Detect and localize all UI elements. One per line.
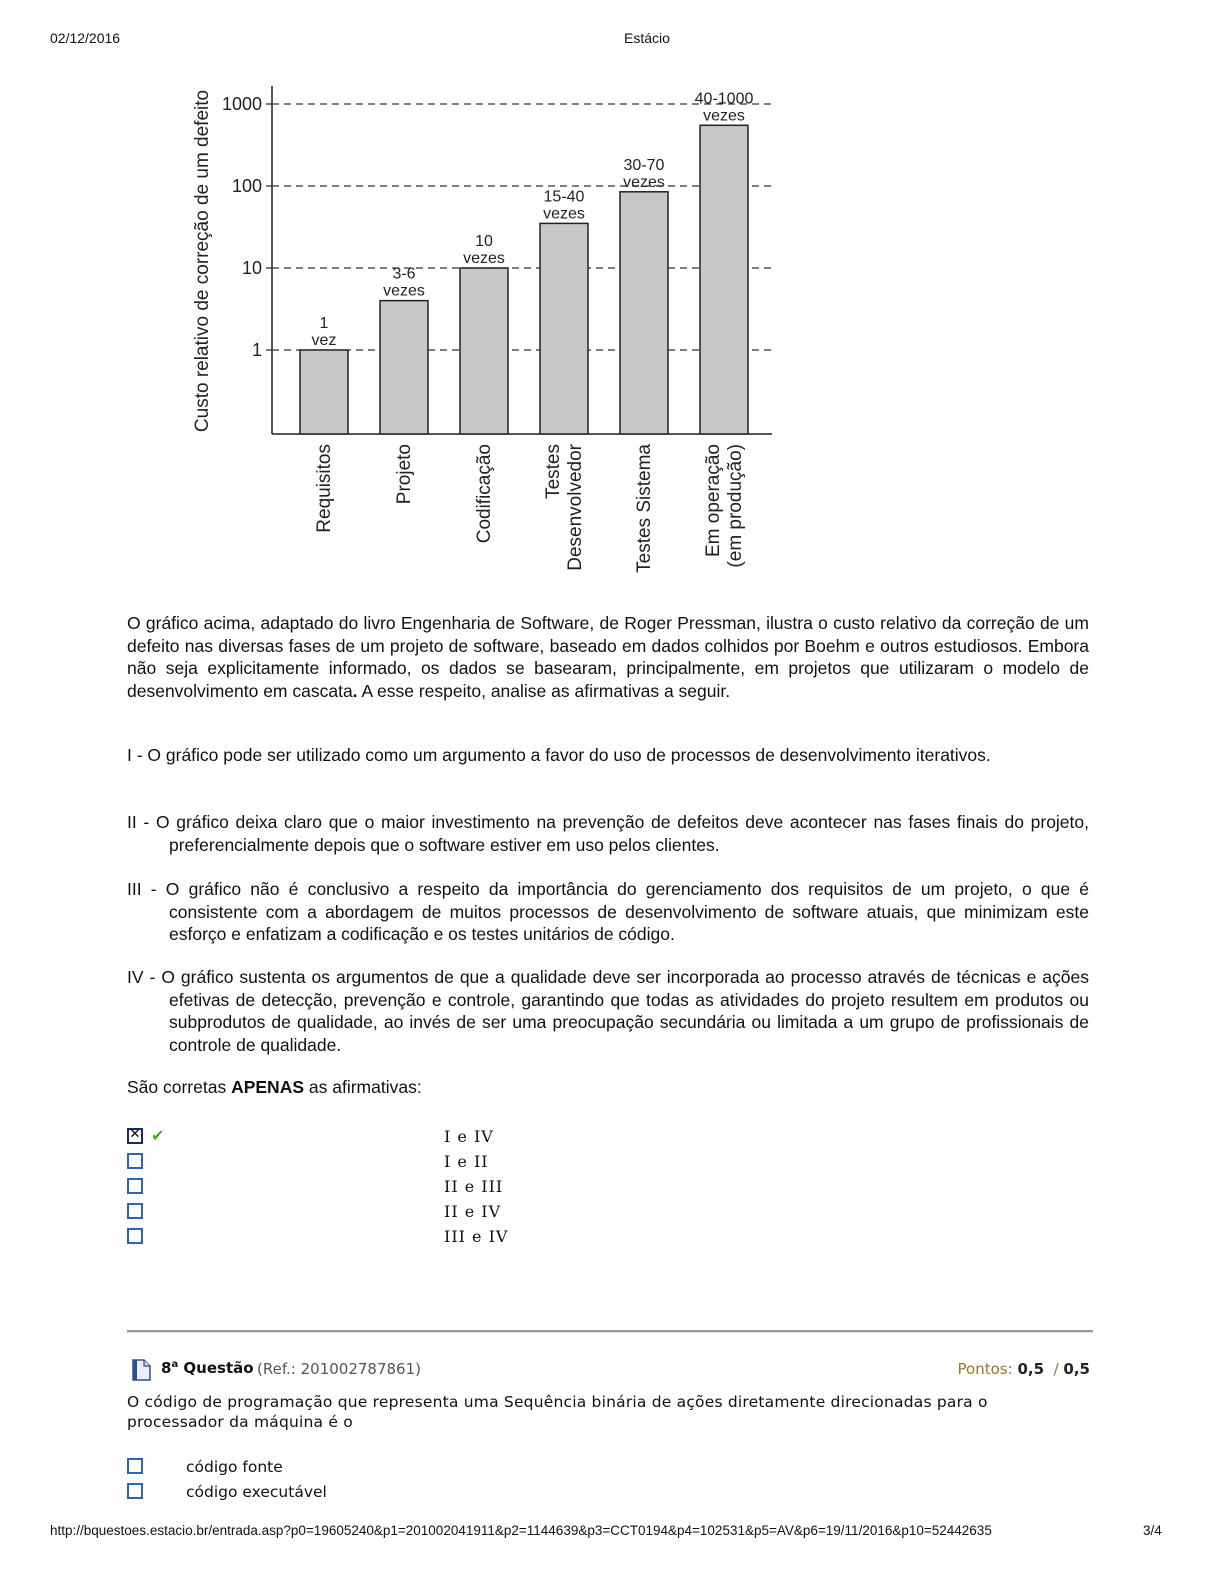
bar-value-label: 1 — [319, 315, 329, 332]
answer-option-label: III e IV — [444, 1227, 509, 1246]
answer-option-label: II e IV — [444, 1202, 502, 1221]
answer-checkbox[interactable] — [127, 1203, 143, 1219]
bar — [380, 301, 428, 434]
answer-option-label: I e IV — [444, 1127, 494, 1146]
bar-value-label: 15-40 — [543, 188, 585, 206]
answer-option-label: II e III — [444, 1177, 504, 1196]
print-date: 02/12/2016 — [50, 30, 121, 46]
bar — [300, 350, 348, 434]
question-prompt: São corretas APENAS as afirmativas: — [127, 1077, 422, 1097]
x-tick-label: Projeto — [394, 444, 415, 505]
question-8-text: O código de programação que representa uma Sequência binária de ações diretamente direcionadas para o processador da máquina é o — [127, 1393, 988, 1431]
bar-value-label: 3-6 — [392, 265, 416, 283]
x-tick-label: Requisitos — [314, 444, 335, 533]
section-divider — [127, 1330, 1093, 1333]
answer-option[interactable] — [127, 1178, 727, 1200]
question-8-header — [130, 1357, 1090, 1383]
y-tick-label: 10 — [241, 258, 262, 278]
statement-1: I - O gráfico pode ser utilizado como um argumento a favor do uso de processos de desenvolvimento iterativos. — [127, 745, 991, 765]
question-intro: O gráfico acima, adaptado do livro Engenharia de Software, de Roger Pressman, ilustra o custo relativo da correção de um defeito nas diversas fases de um projeto de software, baseado em dados colhidos por Boehm e outros estudiosos. Embora não seja explicitamente informado, os dados se basearam, principalmente, em projetos que utilizaram o modelo de desenvolvimento em cascata. A esse respeito, analise as afirmativas a seguir. — [127, 613, 1089, 701]
answer-checkbox[interactable] — [127, 1228, 143, 1244]
checked-x-icon: ✕ — [129, 1127, 141, 1142]
footer-url: http://bquestoes.estacio.br/entrada.asp?p0=19605240&p1=201002041911&p2=1144639&p3=CCT0194&p4=102531&p5=AV&p6=19/11/2016&p10=52442635 — [50, 1523, 992, 1538]
bar — [700, 125, 748, 434]
answer-option[interactable] — [127, 1483, 727, 1505]
y-tick-label: 1000 — [221, 94, 262, 114]
answer-checkbox[interactable] — [127, 1483, 143, 1499]
answer-checkbox[interactable] — [127, 1153, 143, 1169]
answer-option-label: código executável — [186, 1483, 327, 1501]
correct-check-icon: ✔ — [151, 1126, 165, 1145]
bar — [460, 268, 508, 434]
question-number: 8$^a$ Questão — [161, 1359, 254, 1377]
answer-option[interactable] — [127, 1128, 727, 1150]
bar-value-label: vezes — [463, 250, 505, 267]
x-tick-label: Em operação — [703, 444, 724, 558]
x-tick-label: Testes Sistema — [634, 444, 655, 573]
x-tick-label: (em produção) — [725, 444, 746, 568]
answer-option[interactable] — [127, 1203, 727, 1225]
bar-value-label: vezes — [383, 282, 425, 300]
answer-checkbox[interactable] — [127, 1458, 143, 1474]
statement-3: III - O gráfico não é conclusivo a respeito da importância do gerenciamento dos requisitos de um projeto, o que é consistente com a abordagem de muitos processos de desenvolvimento de software atuais, que minimizam este esforço e enfatizam a codificação e os testes unitários de código. — [127, 879, 1089, 944]
cost-chart — [178, 78, 788, 588]
x-tick-label: Testes — [543, 444, 564, 499]
bar-value-label: 40-1000 — [694, 90, 754, 108]
y-axis-label: Custo relativo de correção de um defeito — [192, 89, 213, 433]
print-title: Estácio — [624, 30, 670, 46]
x-tick-label: Codificação — [474, 444, 495, 544]
bar-value-label: vezes — [543, 205, 585, 223]
answer-checkbox-checked[interactable] — [127, 1128, 143, 1144]
answer-option[interactable] — [127, 1228, 727, 1250]
bar-value-label: vezes — [623, 173, 665, 191]
bar-value-label: 10 — [475, 233, 493, 250]
bar-value-label: 30-70 — [623, 156, 665, 174]
question-ref: (Ref.: 201002787861) — [257, 1360, 421, 1378]
y-tick-label: 100 — [231, 176, 262, 196]
answer-option-label: I e II — [444, 1152, 489, 1171]
answer-option[interactable] — [127, 1153, 727, 1175]
answer-option-label: código fonte — [186, 1458, 283, 1476]
y-tick-label: 1 — [251, 340, 262, 360]
statement-4: IV - O gráfico sustenta os argumentos de que a qualidade deve ser incorporada ao processo através de técnicas e ações efetivas de detecção, prevenção e controle, garantindo que todas as atividades do projeto resultem em produtos ou subprodutos de qualidade, ao invés de ser uma preocupação secundária ou limitada a um grupo de profissionais de controle de qualidade. — [127, 967, 1089, 1055]
document-icon — [130, 1359, 152, 1381]
bar — [540, 223, 588, 434]
answer-checkbox[interactable] — [127, 1178, 143, 1194]
bar-value-label: vezes — [703, 107, 745, 125]
question-points: Pontos: 0,5 / 0,5 — [957, 1360, 1090, 1378]
bar-value-label: vez — [311, 332, 337, 349]
page-number: 3/4 — [1143, 1523, 1162, 1538]
x-tick-label: Desenvolvedor — [565, 444, 586, 571]
answer-option[interactable] — [127, 1458, 727, 1480]
statement-2: II - O gráfico deixa claro que o maior investimento na prevenção de defeitos deve acontecer nas fases finais do projeto, preferencialmente depois que o software estiver em uso pelos clientes. — [127, 812, 1089, 855]
bar — [620, 192, 668, 434]
